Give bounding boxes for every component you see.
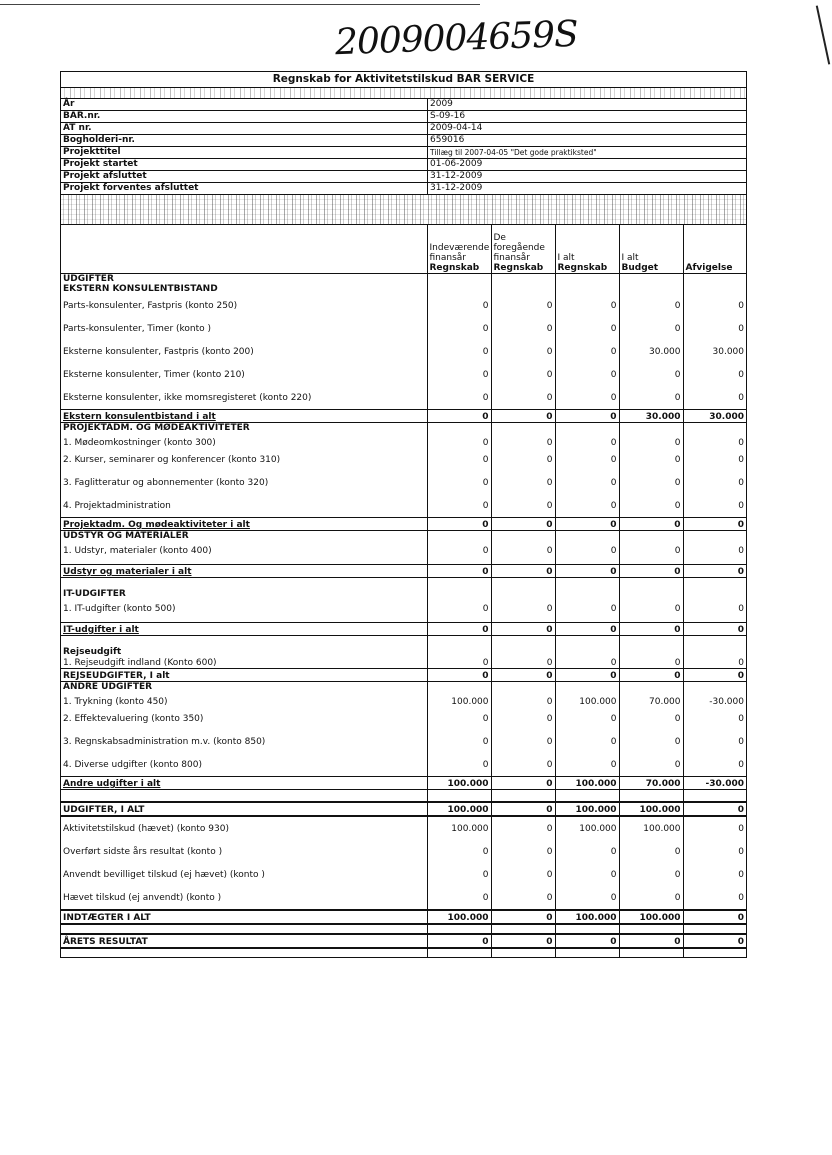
- info-row: [61, 147, 746, 159]
- section-header: ANDRE UDGIFTER: [61, 682, 746, 693]
- info-value: 2009: [430, 99, 453, 109]
- info-row: [61, 135, 746, 147]
- info-value: 31-12-2009: [430, 183, 483, 193]
- info-key: Projekttitel: [61, 147, 428, 158]
- subtotal-row: Udstyr og materialer i alt 0 0 0 0 0: [61, 565, 746, 578]
- info-key: Bogholderi-nr.: [61, 135, 428, 146]
- column-header-row: [61, 225, 746, 263]
- info-value: 2009-04-14: [430, 123, 483, 133]
- grand-total-row: INDTÆGTER I ALT 100.000 0 100.000 100.000 0: [61, 910, 746, 924]
- account-sheet: [60, 71, 747, 958]
- subtotal-row: Andre udgifter i alt 100.000 0 100.000 70.000 -30.000: [61, 777, 746, 790]
- table-row: 1. Mødeomkostninger (konto 300) 0 0 0 0 0: [61, 433, 746, 448]
- subtotal-row: Ekstern konsulentbistand i alt 0 0 0 30.000 30.000: [61, 410, 746, 423]
- section-header: IT-UDGIFTER: [61, 589, 746, 599]
- table-row: Eksterne konsulenter, ikke momsregisteret (konto 220) 0 0 0 0 0: [61, 386, 746, 410]
- table-row: Eksterne konsulenter, Fastpris (konto 200) 0 0 0 30.000 30.000: [61, 340, 746, 363]
- table-row: 3. Regnskabsadministration m.v. (konto 850) 0 0 0 0 0: [61, 730, 746, 753]
- info-key: Projekt afsluttet: [61, 171, 428, 182]
- table-row: 3. Faglitteratur og abonnementer (konto 320) 0 0 0 0 0: [61, 471, 746, 494]
- info-value: Tillæg til 2007-04-05 "Det gode praktiksted": [430, 148, 597, 157]
- col-header-budget: I alt: [619, 225, 683, 263]
- scan-top-line: [0, 4, 480, 5]
- table-row: Parts-konsulenter, Fastpris (konto 250) 0 0 0 0 0: [61, 294, 746, 317]
- table-row: 1. Trykning (konto 450) 100.000 0 100.000 70.000 -30.000: [61, 692, 746, 707]
- info-key: BAR.nr.: [61, 111, 428, 122]
- info-value: S-09-16: [430, 111, 466, 121]
- info-row: [61, 111, 746, 123]
- subtotal-row: REJSEUDGIFTER, I alt 0 0 0 0 0: [61, 669, 746, 682]
- info-key: Projekt startet: [61, 159, 428, 170]
- table-row: 2. Effektevaluering (konto 350) 0 0 0 0 0: [61, 707, 746, 730]
- column-subheader-row: Regnskab Regnskab Regnskab Budget Afvigelse: [61, 263, 746, 274]
- scan-noise-band: [61, 88, 746, 99]
- info-row: [61, 183, 746, 195]
- grand-total-row: UDGIFTER, I ALT 100.000 0 100.000 100.000 0: [61, 802, 746, 816]
- info-key: Projekt forventes afsluttet: [61, 183, 428, 194]
- table-row: Overført sidste års resultat (konto ) 0 0 0 0 0: [61, 840, 746, 863]
- handwritten-id: 2009004659S: [334, 13, 579, 64]
- info-value: 31-12-2009: [430, 171, 483, 181]
- sheet-title: Regnskab for Aktivitetstilskud BAR SERVICE: [61, 72, 746, 88]
- section-header: UDSTYR OG MATERIALER: [61, 531, 746, 542]
- info-row: [61, 171, 746, 183]
- accounts-table: [61, 225, 746, 957]
- table-row: 1. Rejseudgift indland (Konto 600) 0 0 0 0 0: [63, 658, 744, 668]
- col-header-total: I alt: [555, 225, 619, 263]
- section-header: UDGIFTER: [61, 274, 746, 285]
- info-row: [61, 159, 746, 171]
- scan-noise-band: [61, 195, 746, 225]
- table-row: 1. IT-udgifter (konto 500) 0 0 0 0 0: [61, 599, 746, 614]
- table-row: Anvendt bevilliget tilskud (ej hævet) (konto ) 0 0 0 0 0: [61, 863, 746, 886]
- col-header-previous: De foregående finansår: [491, 225, 555, 263]
- info-value: 01-06-2009: [430, 159, 483, 169]
- table-row: 1. Udstyr, materialer (konto 400) 0 0 0 0 0: [61, 541, 746, 556]
- table-row: 4. Projektadministration 0 0 0 0 0: [61, 494, 746, 518]
- subtotal-row: IT-udgifter i alt 0 0 0 0 0: [61, 623, 746, 636]
- info-row: [61, 123, 746, 135]
- col-header-current: Indeværende finansår: [427, 225, 491, 263]
- table-row: 4. Diverse udgifter (konto 800) 0 0 0 0 0: [61, 753, 746, 777]
- section-header: Rejseudgift: [61, 647, 746, 657]
- result-row: ÅRETS RESULTAT 0 0 0 0 0: [61, 934, 746, 948]
- info-key: År: [61, 99, 428, 110]
- scan-edge-mark: [816, 5, 830, 64]
- subtotal-row: Projektadm. Og mødeaktiviteter i alt 0 0 0 0 0: [61, 518, 746, 531]
- table-row: Parts-konsulenter, Timer (konto ) 0 0 0 0 0: [61, 317, 746, 340]
- info-key: AT nr.: [61, 123, 428, 134]
- table-row: 2. Kurser, seminarer og konferencer (konto 310) 0 0 0 0 0: [61, 448, 746, 471]
- info-value: 659016: [430, 135, 465, 145]
- table-row: Aktivitetstilskud (hævet) (konto 930) 100.000 0 100.000 100.000 0: [61, 816, 746, 840]
- info-row: [61, 99, 746, 111]
- table-row: Eksterne konsulenter, Timer (konto 210) 0 0 0 0 0: [61, 363, 746, 386]
- section-header: PROJEKTADM. OG MØDEAKTIVITETER: [61, 423, 746, 434]
- table-row: Hævet tilskud (ej anvendt) (konto ) 0 0 0 0 0: [61, 886, 746, 910]
- section-header: EKSTERN KONSULENTBISTAND: [61, 284, 746, 294]
